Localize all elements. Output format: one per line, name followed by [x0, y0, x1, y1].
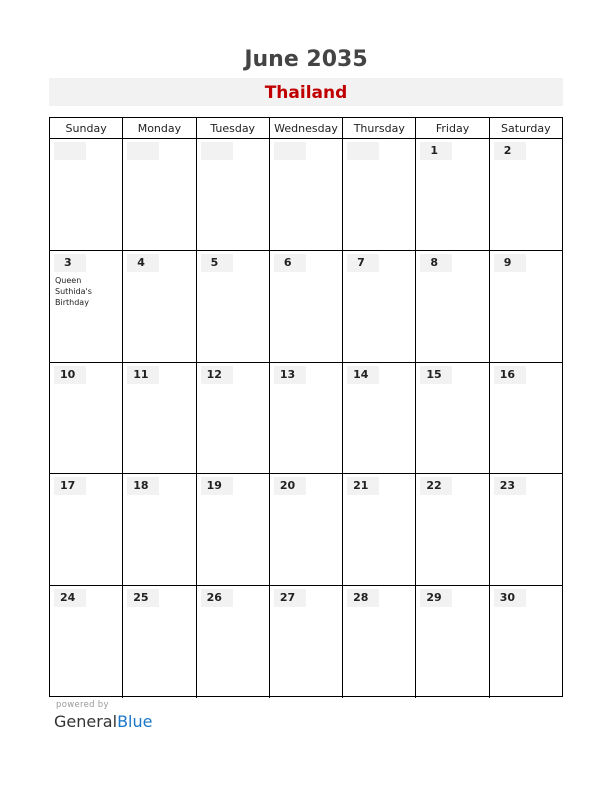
day-number: 19 — [206, 479, 222, 493]
day-number: 6 — [283, 255, 292, 269]
day-cell[interactable] — [343, 474, 416, 585]
day-number-box — [54, 477, 86, 495]
day-number: 11 — [133, 367, 149, 381]
day-number: 5 — [210, 255, 219, 269]
week-row — [50, 139, 562, 251]
day-number-box — [274, 477, 306, 495]
day-number-box — [201, 589, 233, 607]
week-row — [50, 251, 562, 363]
day-cell[interactable] — [123, 586, 196, 698]
day-number: 12 — [206, 367, 222, 381]
day-number: 2 — [503, 144, 512, 157]
day-number-box — [494, 254, 526, 272]
day-cell[interactable] — [50, 586, 123, 698]
day-number-box — [274, 142, 306, 160]
day-cell[interactable] — [123, 251, 196, 362]
day-number-box — [494, 142, 526, 160]
day-number: 9 — [503, 255, 512, 269]
country-banner — [49, 78, 563, 106]
day-cell[interactable] — [343, 139, 416, 250]
day-cell[interactable] — [343, 586, 416, 698]
day-number: 17 — [60, 479, 76, 493]
day-number: 13 — [279, 367, 296, 381]
day-cell[interactable] — [490, 251, 562, 362]
day-number: 22 — [426, 479, 442, 493]
brand-part-blue: Blue — [117, 712, 153, 731]
day-number: 29 — [426, 591, 442, 605]
day-cell[interactable] — [343, 363, 416, 474]
day-number-box — [420, 589, 452, 607]
day-cell[interactable] — [343, 251, 416, 362]
day-number-box — [347, 477, 379, 495]
day-number-box — [127, 142, 159, 160]
day-number-box — [420, 477, 452, 495]
day-number: 24 — [60, 591, 76, 605]
day-number-box — [347, 142, 379, 160]
day-number: 21 — [353, 479, 369, 493]
day-number-box — [494, 477, 526, 495]
day-number: 10 — [60, 367, 76, 381]
powered-by-text: powered by — [56, 700, 109, 710]
week-row — [50, 586, 562, 698]
day-cell[interactable] — [270, 363, 343, 474]
day-number: 14 — [353, 367, 369, 381]
day-cell[interactable] — [197, 586, 270, 698]
day-number: 25 — [133, 591, 149, 605]
brand-part-general: General — [54, 712, 118, 731]
day-number-box — [54, 366, 86, 384]
day-cell[interactable] — [490, 363, 562, 474]
day-cell[interactable] — [270, 251, 343, 362]
day-number: 16 — [499, 367, 515, 381]
day-cell[interactable] — [50, 251, 123, 362]
day-number-box — [127, 254, 159, 272]
day-number: 15 — [426, 367, 442, 381]
day-number-box — [494, 589, 526, 607]
day-number-box — [54, 254, 86, 272]
day-cell[interactable] — [416, 586, 489, 698]
weekday-monday: Monday — [123, 118, 196, 138]
generalblue-logo[interactable] — [54, 712, 152, 731]
day-number: 27 — [279, 591, 296, 605]
day-number: 30 — [499, 591, 515, 605]
day-number-box — [274, 589, 306, 607]
day-number: 8 — [430, 255, 439, 269]
day-cell[interactable] — [270, 474, 343, 585]
weekday-tuesday: Tuesday — [197, 118, 270, 138]
day-number-box — [347, 589, 379, 607]
day-cell[interactable] — [123, 363, 196, 474]
weekday-thursday: Thursday — [343, 118, 416, 138]
weekday-wednesday: Wednesday — [270, 118, 343, 138]
day-number-box — [347, 366, 379, 384]
day-number-box — [420, 366, 452, 384]
day-number-box — [127, 589, 159, 607]
country-name: Thailand — [264, 83, 348, 103]
day-number: 7 — [357, 255, 365, 269]
day-number: 20 — [279, 479, 296, 493]
day-number-box — [201, 366, 233, 384]
day-cell[interactable] — [490, 586, 562, 698]
day-number-box — [274, 254, 306, 272]
day-cell[interactable] — [50, 363, 123, 474]
day-number-box — [127, 477, 159, 495]
day-cell[interactable] — [416, 251, 489, 362]
day-number: 18 — [133, 479, 149, 493]
day-cell[interactable] — [416, 139, 489, 250]
day-cell[interactable] — [197, 139, 270, 250]
day-number: 28 — [353, 591, 369, 605]
day-number-box — [201, 477, 233, 495]
calendar-title: June 2035 — [244, 47, 368, 72]
holiday-label: Queen Suthida's Birthday — [55, 275, 92, 307]
day-cell[interactable] — [197, 363, 270, 474]
day-number: 3 — [64, 255, 72, 269]
day-cell[interactable] — [490, 139, 562, 250]
day-cell[interactable] — [197, 251, 270, 362]
week-row — [50, 474, 562, 586]
day-number-box — [54, 589, 86, 607]
day-cell[interactable] — [490, 474, 562, 585]
day-number-box — [347, 254, 379, 272]
day-number: 26 — [206, 591, 222, 605]
day-cell[interactable] — [416, 363, 489, 474]
day-number: 23 — [499, 479, 515, 493]
day-number-box — [201, 142, 233, 160]
day-cell[interactable] — [123, 139, 196, 250]
weekday-friday: Friday — [416, 118, 489, 138]
day-number-box — [274, 366, 306, 384]
day-number-box — [420, 142, 452, 160]
day-number-box — [127, 366, 159, 384]
day-cell[interactable] — [270, 139, 343, 250]
day-cell[interactable] — [50, 139, 123, 250]
day-number-box — [201, 254, 233, 272]
day-cell[interactable] — [50, 474, 123, 585]
day-number-box — [54, 142, 86, 160]
weekday-header-row — [50, 118, 562, 139]
day-cell[interactable] — [270, 586, 343, 698]
week-row — [50, 363, 562, 475]
day-cell[interactable] — [123, 474, 196, 585]
day-number-box — [494, 366, 526, 384]
weekday-saturday: Saturday — [501, 122, 551, 135]
day-number: 4 — [137, 255, 145, 269]
weekday-sunday: Sunday — [50, 118, 123, 138]
calendar-grid — [49, 117, 563, 697]
day-number: 1 — [430, 144, 439, 157]
day-cell[interactable] — [416, 474, 489, 585]
day-cell[interactable] — [197, 474, 270, 585]
day-number-box — [420, 254, 452, 272]
